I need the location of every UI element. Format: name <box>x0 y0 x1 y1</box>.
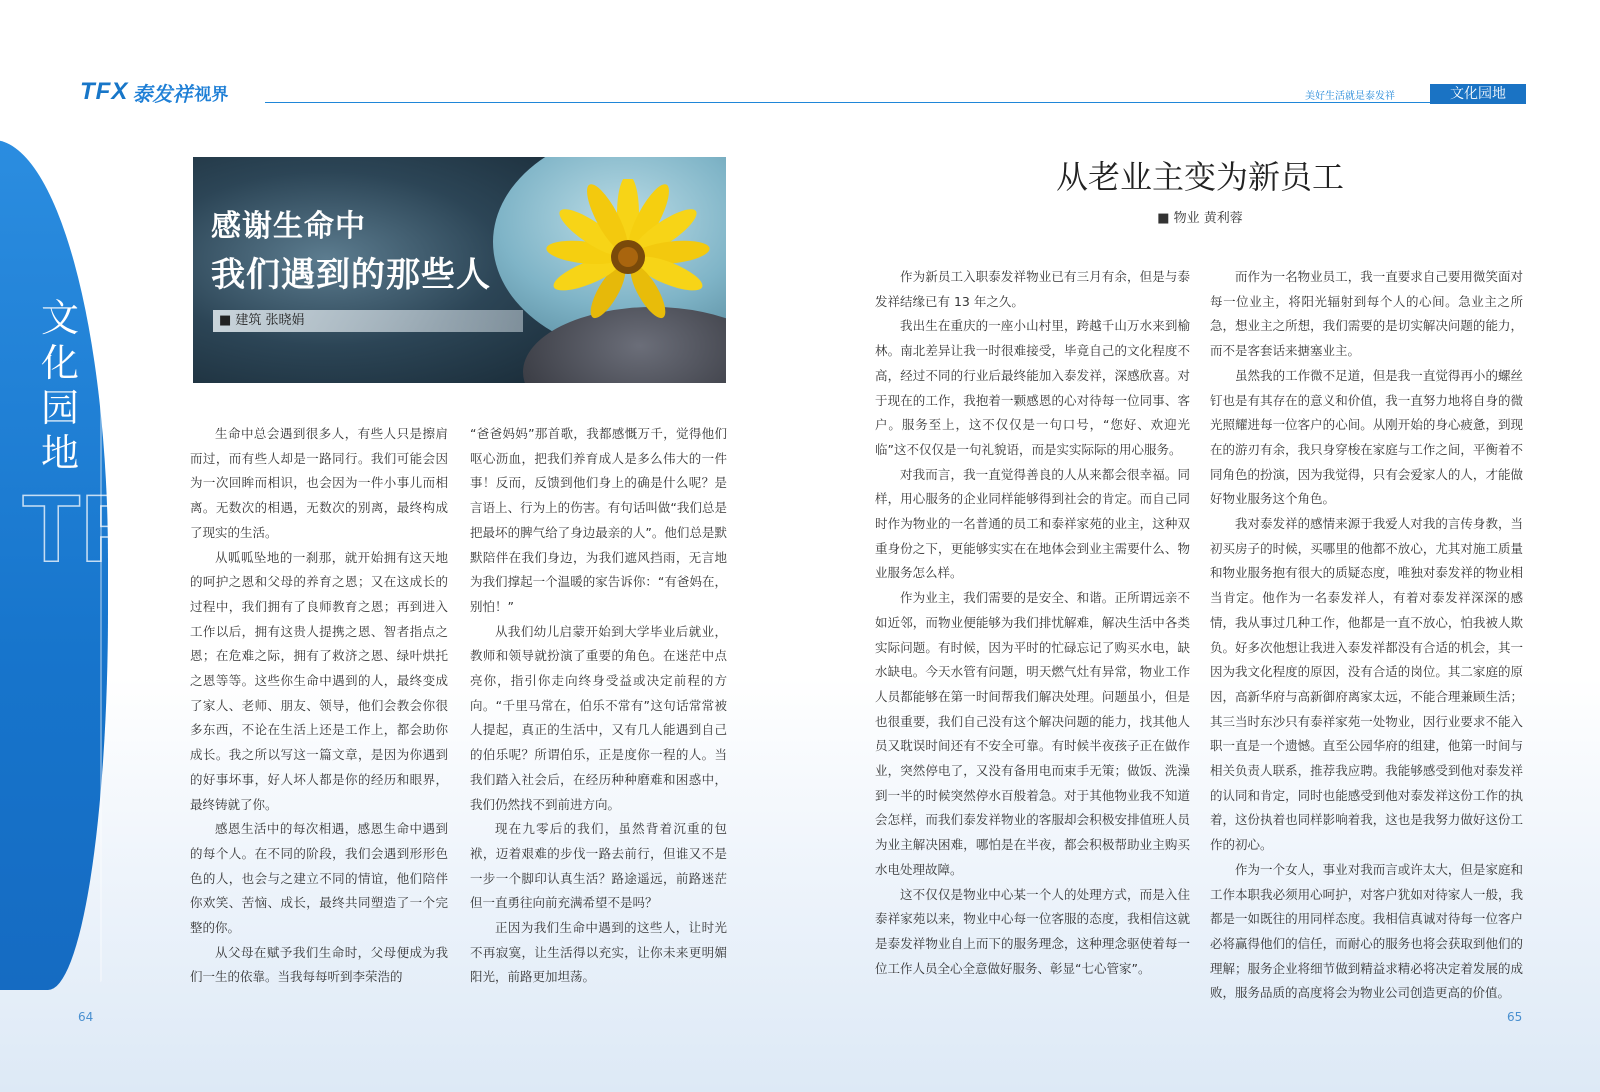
right-article-column-1 <box>875 265 1190 981</box>
magazine-logo <box>80 80 228 104</box>
header-rule <box>265 102 1495 103</box>
paragraph: 我出生在重庆的一座小山村里，跨越千山万水来到榆林。南北差异让我一时很难接受，毕竟自己的文化程度不高，经过不同的行业后最终能加入泰发祥，深感欣喜。对于现在的工作，我抱着一颗感恩的心对待每一位同事、客户。服务至上，这不仅仅是一句口号，“您好、欢迎光临”这不仅仅是一句礼貌语，而是实实际际的用心服务。 <box>875 318 1190 457</box>
right-article-column-2 <box>1210 265 1523 1006</box>
logo-tfx: TFX <box>80 78 129 105</box>
page-number-left: 64 <box>78 1010 94 1024</box>
paragraph: 正因为我们生命中遇到的这些人，让时光不再寂寞，让生活得以充实，让你未来更明媚阳光，前路更加坦荡。 <box>470 920 727 985</box>
paragraph: 生命中总会遇到很多人，有些人只是擦肩而过，而有些人却是一路同行。我们可能会因为一次回眸而相识，也会因为一件小事儿而相离。无数次的相遇，无数次的别离，最终构成了现实的生活。 <box>190 426 448 540</box>
side-section-title: 文化园地 <box>40 296 79 475</box>
paragraph: 这不仅仅是物业中心某一个人的处理方式，而是入住泰祥家苑以来，物业中心每一位客服的态度，我相信这就是泰发祥物业自上而下的服务理念，这种理念驱使着每一位工作人员全心全意做好服务、彰显“七心管家”。 <box>875 886 1190 976</box>
paragraph: 作为业主，我们需要的是安全、和谐。正所谓远亲不如近邻，而物业便能够为我们排忧解难，解决生活中各类实际问题。有时候，因为平时的忙碌忘记了购买水电，缺水缺电。今天水管有问题，明天燃气灶有异常，物业工作人员都能够在第一时间帮我们解决处理。问题虽小，但是也很重要，我们自己没有这个解决问题的能力，找其他人员又耽误时间还有不安全可靠。有时候半夜孩子正在做作业，突然停电了，又没有备用电而束手无策；做饭、洗澡到一半的时候突然停水百般着急。对于其他物业我不知道会怎样，而我们泰发祥物业的客服却会积极安排值班人员为业主解决困难，哪怕是在半夜，都会积极帮助业主购买水电处理故障。 <box>875 590 1190 877</box>
page-number-right: 65 <box>1507 1010 1523 1024</box>
header-slogan: 美好生活就是泰发祥 <box>1305 91 1395 102</box>
paragraph: 从我们幼儿启蒙开始到大学毕业后就业，教师和领导就扮演了重要的角色。在迷茫中点亮你，指引你走向终身受益或决定前程的方向。“千里马常在，伯乐不常有”这句话常常被人提起，真正的生活中，又有几人能遇到自己的伯乐呢？所谓伯乐，正是度你一程的人。当我们踏入社会后，在经历种种磨难和困惑中，我们仍然找不到前进方向。 <box>470 623 727 812</box>
paragraph: 感恩生活中的每次相遇，感恩生命中遇到的每个人。在不同的阶段，我们会遇到形形色色的人，也会与之建立不同的情谊，他们陪伴你欢笑、苦恼、成长，最终共同塑造了一个完整的你。 <box>190 821 448 936</box>
paragraph: 而作为一名物业员工，我一直要求自己要用微笑面对每一位业主，将阳光辐射到每个人的心间。急业主之所急，想业主之所想，我们需要的是切实解决问题的能力，而不是客套话来搪塞业主。 <box>1210 269 1523 359</box>
paragraph: 从父母在赋予我们生命时，父母便成为我们一生的依靠。当我每每听到李荣浩的 <box>190 944 448 985</box>
article-title: 从老业主变为新员工 <box>1055 158 1344 196</box>
paragraph: “爸爸妈妈”那首歌，我都感慨万千，觉得他们呕心沥血，把我们养育成人是多么伟大的一件事！反而，反馈到他们身上的确是什么呢？是言语上、行为上的伤害。有句话叫做“我们总是把最坏的脾气给了身边最亲的人”。他们总是默默陪伴在我们身边，为我们遮风挡雨，无言地为我们撑起一个温暖的家告诉你：“有爸妈在，别怕！” <box>470 426 727 614</box>
paragraph: 从呱呱坠地的一刹那，就开始拥有这天地的呵护之恩和父母的养育之恩；又在这成长的过程中，我们拥有了良师教育之恩；再到进入工作以后，拥有这贵人提携之恩、智者指点之恩；在危难之际，拥有了救济之恩、绿叶烘托之恩等等。这些你生命中遇到的人，最终变成了家人、老师、朋友、领导，他们会教会你很多东西，不论在生活上还是工作上，都会助你成长。我之所以写这一篇文章，是因为你遇到的好事坏事，好人坏人都是你的经历和眼界，最终铸就了你。 <box>190 549 448 812</box>
banner-title-line2: 我们遇到的那些人 <box>211 255 491 295</box>
paragraph: 现在九零后的我们，虽然背着沉重的包袱，迈着艰难的步伐一路去前行，但谁又不是一步一个脚印认真生活？路途遥远，前路迷茫但一直勇往向前充满希望不是吗？ <box>470 821 727 911</box>
article-byline: ■ 物业 黄利蓉 <box>1157 211 1243 226</box>
paragraph: 作为一个女人，事业对我而言或许太大，但是家庭和工作本职我必须用心呵护，对客户犹如对待家人一般，我都是一如既往的用同样态度。我相信真诚对待每一位客户必将赢得他们的信任，而耐心的服务也将会获取到他们的理解；服务企业将细节做到精益求精必将决定着发展的成败，服务品质的高度将会为物业公司创造更高的价值。 <box>1210 861 1523 1001</box>
section-tag: 文化园地 <box>1430 84 1526 104</box>
logo-brand: 泰发祥 <box>132 81 193 106</box>
side-watermark: TFX <box>22 475 204 582</box>
paragraph: 对我而言，我一直觉得善良的人从来都会很幸福。同样，用心服务的企业同样能够得到社会的肯定。而自己同时作为物业的一名普通的员工和泰祥家苑的业主，这种双重身份之下，更能够实实在在地体会到业主需要什么、物业服务怎么样。 <box>875 466 1190 581</box>
left-article-column-1 <box>190 422 448 990</box>
banner-byline: ■ 建筑 张晓娟 <box>213 310 523 332</box>
logo-sub: 视界 <box>194 84 229 105</box>
left-article-column-2 <box>470 422 727 990</box>
paragraph: 作为新员工入职泰发祥物业已有三月有余，但是与泰发祥结缘已有 13 年之久。 <box>875 269 1190 309</box>
paragraph: 我对泰发祥的感情来源于我爱人对我的言传身教，当初买房子的时候，买哪里的他都不放心，尤其对施工质量和物业服务抱有很大的质疑态度，唯独对泰发祥的物业相当肯定。他作为一名泰发祥人，有着对泰发祥深深的感情，我从事过几种工作，他都是一直不放心，怕我被人欺负。好多次他想让我进入泰发祥都没有合适的机会，其一因为我文化程度的原因，没有合适的岗位。其二家庭的原因，高新华府与高新御府离家太远，不能合理兼顾生活；其三当时东沙只有泰祥家苑一处物业，因行业要求不能入职一直是一个遗憾。直至公园华府的组建，他第一时间与相关负责人联系，推荐我应聘。我能够感受到他对泰发祥的认同和肯定，同时也能感受到他对泰发祥这份工作的执着，这份执着也同样影响着我，这也是我努力做好这份工作的初心。 <box>1210 516 1523 853</box>
banner-title-line1: 感谢生命中 <box>211 209 366 244</box>
paragraph: 虽然我的工作微不足道，但是我一直觉得再小的螺丝钉也是有其存在的意义和价值，我一直努力地将自身的微光照耀进每一位客户的心间。从刚开始的身心疲惫，到现在的游刃有余，我只身穿梭在家庭与工作之间，平衡着不同角色的扮演，因为我觉得，只有会爱家人的人，才能做好物业服务这个角色。 <box>1210 367 1523 507</box>
article-banner <box>193 157 726 383</box>
yellow-flower-icon <box>538 179 718 329</box>
